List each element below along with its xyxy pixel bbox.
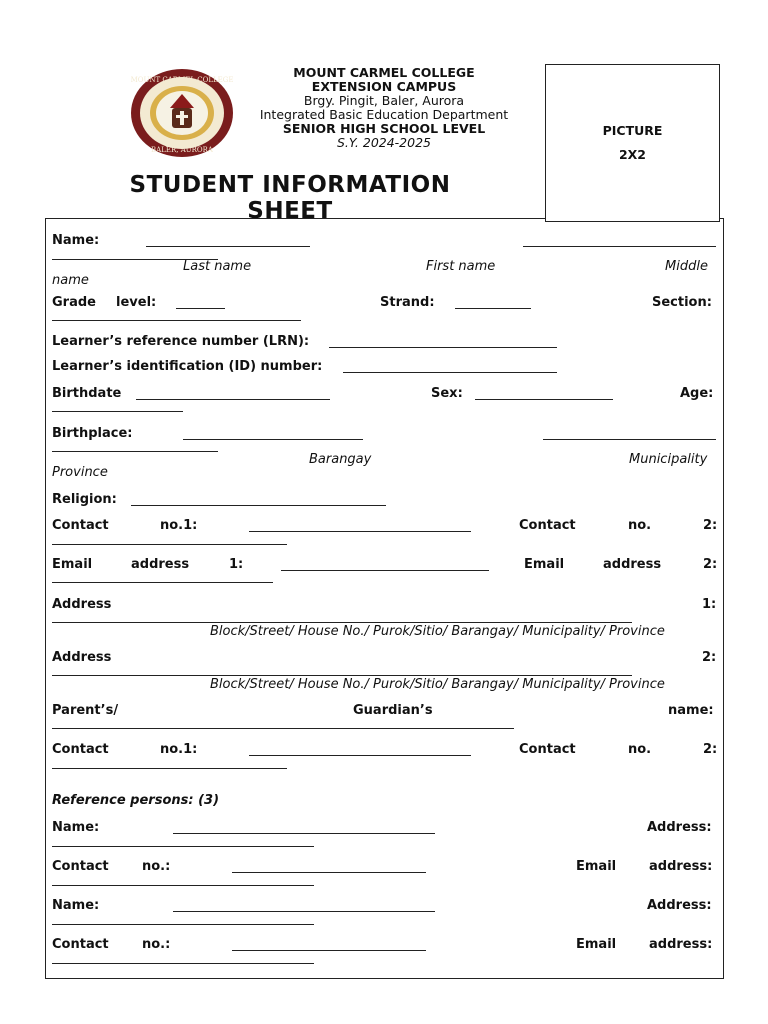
religion-field[interactable] (131, 505, 386, 506)
reference1-email-field[interactable] (52, 885, 314, 886)
guardian-contact-1-field[interactable] (249, 755, 471, 756)
contact-two-label: 2: (703, 518, 718, 533)
reference1-name-field[interactable] (173, 833, 435, 834)
strand-field[interactable] (455, 308, 531, 309)
address-1-field[interactable] (52, 622, 632, 623)
id-number-field[interactable] (343, 372, 557, 373)
picture-label: PICTURE (602, 123, 663, 138)
reference1-name-label: Name: (52, 820, 100, 835)
guardians-label: Guardian’s (353, 703, 433, 718)
reference1-address-field[interactable] (52, 846, 314, 847)
email-address-label: address (131, 557, 190, 572)
municipality-hint: Municipality (629, 452, 708, 467)
reference2-email-address-label: address: (649, 937, 713, 952)
section-field[interactable] (52, 320, 301, 321)
sex-label: Sex: (431, 386, 463, 401)
first-name-field[interactable] (523, 246, 716, 247)
guardian-contact2-label: Contact (519, 742, 576, 757)
contact-label: Contact (52, 518, 109, 533)
address1-hint: Block/Street/ House No./ Purok/Sitio/ Barangay/ Municipality/ Province (210, 624, 665, 639)
reference1-contact-field[interactable] (232, 872, 426, 873)
address-2-field[interactable] (52, 675, 632, 676)
guardian-contact-no1-label: no.1: (160, 742, 198, 757)
college-name: MOUNT CARMEL COLLEGE (293, 65, 475, 80)
school-address: Brgy. Pingit, Baler, Aurora (303, 93, 465, 108)
lrn-field[interactable] (329, 347, 557, 348)
contact2-label: Contact (519, 518, 576, 533)
contact-no1-label: no.1: (160, 518, 198, 533)
last-name-field[interactable] (146, 246, 310, 247)
guardian-contact-2-field[interactable] (52, 768, 287, 769)
reference2-no-label: no.: (142, 937, 171, 952)
title-line-2: SHEET (247, 198, 333, 224)
email-two-label: 2: (703, 557, 718, 572)
address1-num-label: 1: (702, 597, 717, 612)
reference-persons-heading: Reference persons: (3) (52, 793, 220, 808)
last-name-hint: Last name (183, 259, 252, 274)
reference2-email-label: Email (576, 937, 617, 952)
sex-field[interactable] (475, 399, 613, 400)
middle-name-hint: Middle (665, 259, 708, 274)
school-level: SENIOR HIGH SCHOOL LEVEL (282, 121, 486, 136)
first-name-hint: First name (426, 259, 496, 274)
barangay-hint: Barangay (309, 452, 372, 467)
college-seal-logo (130, 68, 234, 158)
department-name: Integrated Basic Education Department (259, 107, 509, 122)
reference1-email-address-label: address: (649, 859, 713, 874)
guardian-name-field[interactable] (52, 728, 514, 729)
picture-box[interactable] (545, 64, 720, 222)
strand-label: Strand: (380, 295, 435, 310)
page-title (90, 172, 490, 224)
guardian-name-label: name: (668, 703, 714, 718)
contact-2-field[interactable] (52, 544, 287, 545)
grade-label: Grade (52, 295, 96, 310)
reference2-name-field[interactable] (173, 911, 435, 912)
email-one-label: 1: (229, 557, 244, 572)
contact-no-label: no. (628, 518, 652, 533)
email-label: Email (52, 557, 93, 572)
address2-num-label: 2: (702, 650, 717, 665)
email-2-field[interactable] (52, 582, 273, 583)
address2-hint: Block/Street/ House No./ Purok/Sitio/ Barangay/ Municipality/ Province (210, 677, 665, 692)
contact-1-field[interactable] (249, 531, 471, 532)
email2-label: Email (524, 557, 565, 572)
middle-name-hint-2: name (52, 273, 89, 288)
picture-size-label: 2X2 (618, 147, 647, 162)
email2-address-label: address (603, 557, 662, 572)
reference2-email-field[interactable] (52, 963, 314, 964)
address1-label: Address (52, 597, 112, 612)
birthdate-label: Birthdate (52, 386, 122, 401)
id-number-label: Learner’s identification (ID) number: (52, 359, 323, 374)
barangay-field[interactable] (183, 439, 363, 440)
reference1-no-label: no.: (142, 859, 171, 874)
title-line-1: STUDENT INFORMATION (129, 172, 451, 198)
province-field[interactable] (52, 451, 218, 452)
campus-name: EXTENSION CAMPUS (311, 79, 457, 94)
reference2-address-field[interactable] (52, 924, 314, 925)
birthplace-label: Birthplace: (52, 426, 133, 441)
municipality-field[interactable] (543, 439, 716, 440)
school-year: S.Y. 2024-2025 (336, 135, 431, 150)
reference1-address-label: Address: (647, 820, 712, 835)
lrn-label: Learner’s reference number (LRN): (52, 334, 310, 349)
religion-label: Religion: (52, 492, 117, 507)
parents-label: Parent’s/ (52, 703, 119, 718)
guardian-contact-no-label: no. (628, 742, 652, 757)
level-label: level: (116, 295, 157, 310)
reference1-email-label: Email (576, 859, 617, 874)
reference1-contact-label: Contact (52, 859, 109, 874)
seal-bottom-text: BALER, AURORA (151, 146, 213, 154)
guardian-contact-label: Contact (52, 742, 109, 757)
guardian-contact-two-label: 2: (703, 742, 718, 757)
reference2-contact-field[interactable] (232, 950, 426, 951)
school-header (244, 66, 524, 150)
province-hint: Province (52, 465, 108, 480)
name-label: Name: (52, 233, 100, 248)
address2-label: Address (52, 650, 112, 665)
reference2-contact-label: Contact (52, 937, 109, 952)
reference2-address-label: Address: (647, 898, 712, 913)
grade-level-field[interactable] (176, 308, 225, 309)
birthdate-field[interactable] (136, 399, 330, 400)
reference2-name-label: Name: (52, 898, 100, 913)
age-label: Age: (680, 386, 714, 401)
age-field[interactable] (52, 411, 183, 412)
email-1-field[interactable] (281, 570, 489, 571)
seal-top-text: MOUNT CARMEL COLLEGE (130, 76, 234, 84)
section-label: Section: (652, 295, 712, 310)
